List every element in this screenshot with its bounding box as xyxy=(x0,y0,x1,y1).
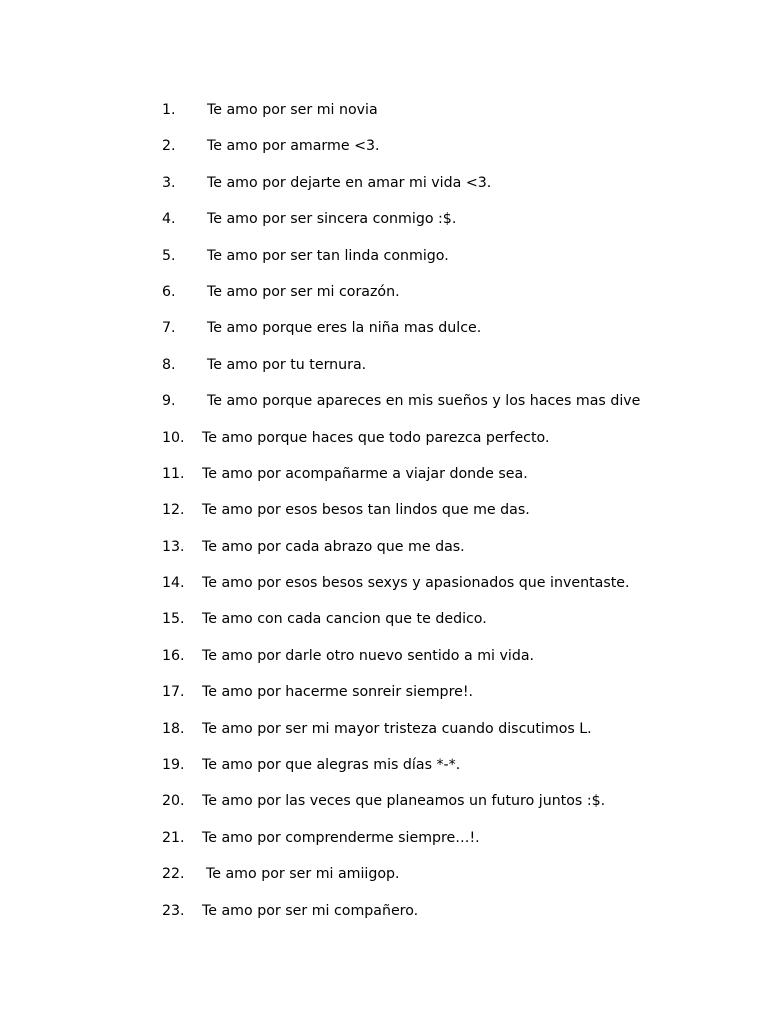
list-item-text: Te amo por ser mi novia xyxy=(207,102,378,118)
list-item-number: 19. xyxy=(162,757,185,774)
list-item-number: 4. xyxy=(162,211,176,228)
list-item-text: Te amo por acompañarme a viajar donde sea. xyxy=(202,465,528,482)
list-item-number: 9. xyxy=(162,393,176,410)
list-item-text: Te amo por comprenderme siempre…!. xyxy=(202,829,480,846)
list-item-text: Te amo por ser mi mayor tristeza cuando discutimos L. xyxy=(202,720,592,737)
list-item-number: 12. xyxy=(162,502,185,519)
list-item-text: Te amo por las veces que planeamos un futuro juntos :$. xyxy=(202,793,606,810)
list-item-text: Te amo por amarme <3. xyxy=(207,138,380,155)
list-item-number: 13. xyxy=(162,538,185,555)
list-item-number: 18. xyxy=(162,720,185,737)
list-item-number: 22. xyxy=(162,866,185,883)
list-item-number: 20. xyxy=(162,793,185,810)
list-item-number: 5. xyxy=(162,247,176,264)
list-item-number: 3. xyxy=(162,174,176,191)
list-item-text: Te amo por tu ternura. xyxy=(207,356,367,373)
list-item-number: 10. xyxy=(162,429,185,446)
list-item-number: 7. xyxy=(162,320,176,337)
list-item-number: 2. xyxy=(162,138,176,155)
list-item-text: Te amo por esos besos sexys y apasionados que inventaste. xyxy=(202,575,630,592)
list-item-text: Te amo por ser sincera conmigo :$. xyxy=(207,211,457,228)
list-item-number: 23. xyxy=(162,902,185,919)
list-item-number: 15. xyxy=(162,611,185,628)
list-item-text: Te amo porque apareces en mis sueños y los haces mas dive xyxy=(207,393,641,410)
list-item-text: Te amo porque haces que todo parezca perfecto. xyxy=(202,429,550,446)
list-item-number: 16. xyxy=(162,647,185,664)
list-item-text: Te amo por que alegras mis días *-*. xyxy=(202,757,461,774)
list-item-text: Te amo porque eres la niña mas dulce. xyxy=(207,320,482,337)
list-item-number: 8. xyxy=(162,356,176,373)
list-item-text: Te amo por ser mi compañero. xyxy=(202,902,419,919)
list-item-text: Te amo por ser mi corazón. xyxy=(207,283,400,300)
list-item-number: 14. xyxy=(162,575,185,592)
list-item-number: 17. xyxy=(162,684,185,701)
list-item-text: Te amo por darle otro nuevo sentido a mi vida. xyxy=(202,647,535,664)
list-item-text: Te amo por ser mi amiigop. xyxy=(206,866,400,883)
list-item-number: 21. xyxy=(162,829,185,846)
list-item-number: 6. xyxy=(162,283,176,300)
list-item-text: Te amo por cada abrazo que me das. xyxy=(202,538,465,555)
list-item-text: Te amo con cada cancion que te dedico. xyxy=(202,611,487,628)
list-item-number: 11. xyxy=(162,465,185,482)
list-item-text: Te amo por dejarte en amar mi vida <3. xyxy=(207,174,492,191)
list-item-text: Te amo por ser tan linda conmigo. xyxy=(207,247,449,264)
list-item-text: Te amo por hacerme sonreir siempre!. xyxy=(202,684,474,701)
list-item-text: Te amo por esos besos tan lindos que me das. xyxy=(202,502,530,519)
list-item-number: 1. xyxy=(162,102,176,118)
